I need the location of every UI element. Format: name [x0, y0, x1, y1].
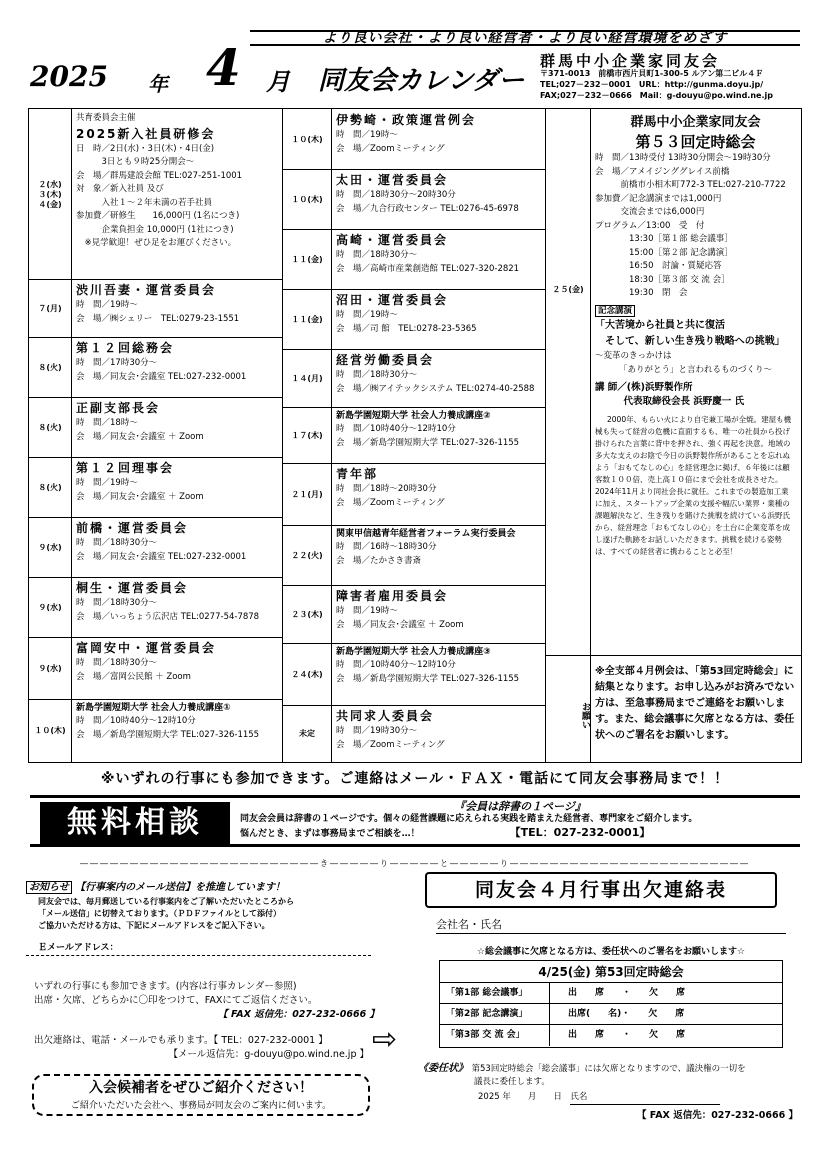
- event-line: 時 間／18時30分～: [336, 250, 418, 260]
- event-line: 時 間／19時～: [76, 300, 138, 310]
- event-title: 沼田・運営委員会: [336, 293, 449, 307]
- event-line: 時 間／18時30分～: [76, 538, 158, 548]
- event-organizer: 共育委員会主催: [76, 113, 136, 123]
- main-event-line: 参加費／記念講演までは1,000円: [595, 193, 722, 204]
- event-title: 高崎・運営委員会: [336, 233, 449, 247]
- attendance-form-title: 同友会４月行事出欠連絡表: [425, 872, 777, 908]
- main-event-line: 18:30［第３部 交 流 会］: [595, 274, 730, 285]
- event-title: 第１２回総務会: [76, 341, 175, 355]
- consult-line-2: 悩んだとき、まずは事務局までご相談を…！: [240, 829, 420, 839]
- event-details: [76, 640, 216, 684]
- event-line: 時 間／19時～: [336, 130, 398, 140]
- company-name-field[interactable]: [436, 916, 786, 934]
- email-label: Ｅメールアドレス：: [38, 943, 119, 953]
- cut-line: ――――――――――――――――――――――――き―――――り―――――と―――――り――――――――――――――――――――――――: [80, 859, 750, 868]
- proxy-label: 《委任状》: [418, 1063, 463, 1074]
- event-title: 渋川吾妻・運営委員会: [76, 283, 217, 297]
- event-line: 時 間／18時30分～: [76, 658, 158, 668]
- event-title: 2025新入社員研修会: [76, 126, 216, 141]
- event-date: １１(金): [291, 315, 323, 324]
- lecture-title-2: そして、新しい生き残り戦略への挑戦」: [595, 336, 785, 347]
- event-title: 第１２回理事会: [76, 461, 175, 475]
- event-details: [336, 112, 476, 156]
- event-date: ９(水): [38, 664, 62, 673]
- event-line: 時 間／18時～: [76, 418, 138, 428]
- event-line: 会 場／新島学園短期大学 TEL:027-326-1155: [76, 729, 260, 740]
- event-line: 会 場／Zoomミーティング: [336, 497, 445, 508]
- main-event-org: 群馬中小企業家同友会: [630, 115, 761, 130]
- event-line: 時 間／18時30分～: [76, 598, 158, 608]
- main-event: [591, 110, 800, 651]
- event-date: １４(月): [291, 374, 323, 383]
- event-date: ２３(木): [291, 610, 323, 619]
- event-date: ２２(火): [291, 551, 323, 560]
- proxy-section: [418, 1062, 798, 1122]
- notice-heading: 【行事案内のメール送信】を推進しています！: [75, 882, 285, 893]
- rsvp-line-2: 出席・欠席、どちらかに〇印をつけて、FAXにてご返信ください。: [34, 995, 318, 1006]
- rsvp-line-1: いずれの行事にも参加できます。(内容は行事カレンダー参照): [34, 981, 297, 992]
- event-line: 時 間／18時30分～20時30分: [336, 190, 456, 200]
- main-event-line: 会 場／アメイジンググレイス前橋: [595, 166, 730, 177]
- event-details: [76, 112, 242, 251]
- event-line: 参加費／研修生 16,000円 (1名につき): [76, 211, 240, 221]
- attendance-row-label: 「第1部 総会議事」: [440, 983, 550, 1003]
- slogan: より良い会社・より良い経営者・より良い経営環境をめざす: [250, 30, 800, 46]
- event-title: 伊勢崎・政策運営例会: [336, 113, 477, 127]
- event-line: 日 時／2日(水)・3日(木)・4日(金): [76, 143, 215, 154]
- org-name: 群馬中小企業家同友会: [540, 52, 721, 70]
- event-line: 会 場／新島学園短期大学 TEL:027-326-1155: [336, 437, 520, 448]
- company-name-label: 会社名・氏名: [436, 918, 502, 931]
- event-line: 会 場／新島学園短期大学 TEL:027-326-1155: [336, 673, 520, 684]
- event-details: [336, 588, 464, 632]
- event-date: ９(水): [38, 603, 62, 612]
- rsvp-fax: 【 FAX 返信先：027-232-0666 】: [218, 1009, 379, 1020]
- event-title: 経営労働委員会: [336, 353, 435, 367]
- proxy-date: 2025 年 月 日: [478, 1092, 562, 1102]
- attendance-rows: [440, 983, 782, 1046]
- speaker-1: 講 師／(株)浜野製作所: [595, 382, 693, 393]
- speaker-2: 代表取締役会長 浜野慶一 氏: [595, 395, 745, 407]
- event-line: 時 間／19時～: [336, 310, 398, 320]
- notice-label: お願い: [580, 701, 590, 729]
- attendance-row-label: 「第2部 記念講演」: [440, 1004, 550, 1024]
- event-line: 時 間／19時30分～: [336, 726, 418, 736]
- main-event-line: 交流会までは6,000円: [595, 207, 705, 217]
- event-date: １０(木): [34, 726, 66, 735]
- attendance-row-choice[interactable]: 出 席 ・ 欠 席: [568, 1030, 686, 1040]
- event-details: [76, 460, 204, 504]
- attendance-row-choice[interactable]: 出席( 名)・ 欠 席: [568, 1009, 685, 1019]
- event-details: [76, 340, 246, 384]
- event-date: ８(火): [38, 483, 62, 492]
- event-date: ８(火): [38, 423, 62, 432]
- event-line: 会 場／同友会･会議室 TEL:027-232-0001: [76, 371, 247, 382]
- event-line: 会 場／同友会･会議室 TEL:027-232-0001: [76, 551, 247, 562]
- event-title: 前橋・運営委員会: [76, 521, 189, 535]
- event-date: １７(木): [291, 431, 323, 440]
- event-line: 会 場／㈱アイテックシステム TEL:0274-40-2588: [336, 383, 535, 394]
- event-line: ※見学歓迎！ぜひ足をお運びください。: [76, 238, 237, 248]
- lecture-label: 記念講演: [595, 305, 635, 317]
- event-date: １１(金): [291, 255, 323, 264]
- main-event-line: 前橋市小相木町772-3 TEL:027-210-7722: [595, 180, 786, 190]
- proxy-line-2: 議長に委任します。: [474, 1077, 550, 1087]
- event-date: ２(水) ３(木) ４(金): [38, 180, 62, 209]
- event-date: 未定: [299, 729, 315, 738]
- page-title: [30, 38, 530, 97]
- free-consult-label: 無料相談: [40, 802, 230, 844]
- event-line: 会 場／高崎市産業創造館 TEL:027-320-2821: [336, 263, 520, 274]
- event-line: 会 場／同友会･会議室 ＋ Zoom: [76, 431, 204, 442]
- title-year: 2025: [30, 60, 108, 93]
- lecture-title-1: 「大苦境から社員と共に復活: [595, 320, 725, 331]
- title-name: 同友会カレンダー: [318, 66, 525, 96]
- lecture-sub-2: 「ありがとう」と言われるものづくり～: [618, 364, 772, 375]
- event-line: 対 象／新入社員 及び: [76, 184, 164, 194]
- event-title: 正副支部長会: [76, 401, 161, 415]
- event-title: 共同求人委員会: [336, 709, 435, 723]
- event-details: [76, 520, 246, 564]
- proxy-fax: 【 FAX 返信先：027-232-0666 】: [637, 1110, 798, 1121]
- event-line: 企業負担金 10,000円 (1社につき): [76, 224, 234, 235]
- org-tel: TEL;027－232－0001 URL：http://gunma.doyu.jp/: [540, 80, 764, 89]
- event-title: 青年部: [336, 467, 379, 481]
- event-line: 会 場／Zoomミーティング: [336, 739, 445, 750]
- event-date: ２４(木): [291, 670, 323, 679]
- event-title: 太田・運営委員会: [336, 173, 449, 187]
- event-date: １０(木): [291, 195, 323, 204]
- consult-line-1: 同友会会員は辞書の１ページです。個々の経営課題に応えられる実践を踏まえた経営者、専門家をご紹介します。: [240, 814, 698, 824]
- event-line: 時 間／10時40分～12時10分: [336, 424, 456, 434]
- event-date: ７(月): [38, 304, 62, 313]
- attendance-table: [439, 960, 783, 1048]
- event-line: 会 場／九合行政センター TEL:0276-45-6978: [336, 203, 519, 214]
- org-fax: FAX;027－232－0666 Mail：g-douyu@po.wind.ne.jp: [540, 91, 773, 100]
- title-month: 4: [206, 38, 241, 97]
- event-title: 新島学園短期大学 社会人力養成講座①: [76, 703, 231, 713]
- event-title: 障害者雇用委員会: [336, 589, 449, 603]
- proxy-name-label: 氏名: [570, 1092, 588, 1102]
- event-title: 新島学園短期大学 社会人力養成講座③: [336, 647, 491, 657]
- rsvp-instructions: [34, 980, 379, 1062]
- event-line: 会 場／Zoomミーティング: [336, 143, 445, 154]
- main-event-line: 時 間／13時受付 13時30分開会～19時30分: [595, 153, 771, 163]
- speaker-profile: 2000年、もらい火により自宅兼工場が全焼。建屋も機械も失って経営の危機に直面するも、唯一の社員から投げ掛けられた言葉に背中を押され、強く再起を決意。地域の多大な支えのお陰で今日の浜野製作所があることを忘れぬよう「おもてなしの心」を経営理念に掲げ、６年後には顧客数１００倍、売上高１０倍にまで会社を成長させた。2024年11月より同社会長に就任。これまでの製造加工業に加え、スタートアップ企業の支援や幅広い業界・業種の課題解決など、生き残りを賭けた挑戦を続けている浜野氏から、経営理念「おもてなしの心」を土台に企業変革を成し遂げた軌跡をお話しいただきます。挑戦を続ける姿勢は、すべての経営者に携わることと必至！: [595, 415, 792, 556]
- org-address: 〒371-0013 前橋市西片貝町1-300-5 ルアン第二ビル４Ｆ: [540, 69, 764, 78]
- main-event-details: [595, 152, 796, 301]
- contact-banner: ※いずれの行事にも参加できます。ご連絡はメール・ＦＡＸ・電話にて同友会事務局まで！！: [100, 771, 730, 787]
- event-date: １０(木): [291, 135, 323, 144]
- event-title: 桐生・運営委員会: [76, 581, 189, 595]
- consult-head: 『会員は辞書の１ページ』: [454, 800, 586, 813]
- event-details: [336, 352, 534, 396]
- event-line: 時 間／10時40分～12時10分: [76, 716, 196, 726]
- col3-date-divider: [545, 108, 591, 763]
- event-date: ２１(月): [291, 490, 323, 499]
- event-title: 富岡安中・運営委員会: [76, 641, 217, 655]
- event-date: ９(水): [38, 543, 62, 552]
- event-line: 時 間／18時30分～: [336, 370, 418, 380]
- event-details: [76, 282, 239, 326]
- notice-line-1: 同友会では、毎月郵送している行事案内をご了解いただいたところから: [38, 897, 294, 906]
- main-event-line: プログラム／13:00 受 付: [595, 220, 705, 231]
- event-line: 会 場／群馬建設会館 TEL:027-251-1001: [76, 170, 243, 181]
- event-details: [76, 702, 259, 742]
- referral-text: ご紹介いただいた会社へ、事務局が同友会のご案内に伺います。: [70, 1101, 332, 1111]
- event-line: 会 場／司 館 TEL:0278-23-5365: [336, 323, 477, 334]
- rsvp-line-3: 出欠連絡は、電話・メールでも承ります。【 TEL：027-232-0001 】: [34, 1035, 328, 1046]
- referral-box: [32, 1074, 370, 1116]
- email-notice: [26, 878, 371, 956]
- event-line: 時 間／19時～: [336, 606, 398, 616]
- event-line: 会 場／㈱シェリー TEL:0279-23-1551: [76, 313, 240, 324]
- event-details: [336, 232, 519, 276]
- notice-tag: お知らせ: [26, 881, 72, 894]
- attendance-row[interactable]: [440, 983, 782, 1004]
- event-line: 入社１～２年未満の若手社員: [76, 197, 213, 208]
- event-line: 会 場／富岡公民館 ＋ Zoom: [76, 671, 191, 682]
- notice-divider: [545, 655, 802, 656]
- title-gatsu: 月: [266, 67, 290, 96]
- proxy-signature-field[interactable]: [570, 1091, 720, 1105]
- attendance-table-head: 4/25(金) 第53回定時総会: [440, 961, 782, 983]
- event-details: [336, 646, 519, 686]
- event-line: 時 間／19時～: [76, 478, 138, 488]
- main-event-date: ２５(金): [552, 285, 584, 294]
- org-contact: [540, 68, 810, 101]
- main-event-title: 第５３回定時総会: [635, 133, 756, 151]
- notice-line-3: ご協力いただける方は、下記にメールアドレスをご記入下さい。: [38, 921, 270, 930]
- notice-text: ※全支部４月例会は、「第53回定時総会」に結集となります。お申し込みがお済みでない方は、至急事務局までご連絡をお願いします。また、総会議事に欠席となる方は、委任状へのご署名をお願いします。: [595, 666, 795, 741]
- event-date: ８(火): [38, 363, 62, 372]
- attendance-row-label: 「第3部 交 流 会」: [440, 1025, 550, 1046]
- event-line: 3日とも９時25分開会～: [76, 157, 195, 167]
- event-line: 時 間／17時30分～: [76, 358, 158, 368]
- proxy-line-1: 第53回定時総会「総会議事」には欠席となりますので、議決権の一切を: [471, 1064, 746, 1074]
- event-line: 時 間／16時～18時30分: [336, 542, 437, 552]
- event-details: [336, 708, 445, 752]
- event-line: 会 場／同友会･会議室 ＋ Zoom: [76, 491, 204, 502]
- event-line: 会 場／同友会･会議室 ＋ Zoom: [336, 619, 464, 630]
- lecture-sub-1: ～変革のきっかけは: [595, 351, 672, 361]
- email-field[interactable]: [26, 940, 371, 956]
- arrow-right-icon: ⇨: [372, 1022, 398, 1057]
- event-details: [76, 580, 259, 624]
- main-event-line: 15:00［第２部 記念講演］: [595, 247, 733, 258]
- event-details: [336, 466, 445, 510]
- main-event-line: 19:30 閉 会: [595, 288, 688, 298]
- event-line: 会 場／いっちょう広沢店 TEL:0277-54-7878: [76, 611, 260, 622]
- event-details: [76, 400, 204, 444]
- event-title: 関東甲信越青年経営者フォーラム実行委員会: [336, 529, 516, 539]
- title-nen: 年: [148, 72, 168, 96]
- event-line: 時 間／18時～20時30分: [336, 484, 437, 494]
- event-details: [336, 410, 519, 450]
- proxy-note: ☆総会議事に欠席となる方は、委任状へのご署名をお願いします☆: [476, 947, 746, 957]
- event-line: 時 間／10時40分～12時10分: [336, 660, 456, 670]
- main-event-line: 16:50 討論・質疑応答: [595, 261, 722, 271]
- free-consult-box: [30, 795, 800, 847]
- consult-tel: 【TEL：027-232-0001】: [509, 826, 651, 839]
- notice-line-2: 「メール送信」に切替えております。（ＰＤＦファイルとして添付）: [38, 909, 282, 918]
- event-title: 新島学園短期大学 社会人力養成講座②: [336, 411, 491, 421]
- rsvp-line-4: 【メール返信先：g-douyu@po.wind.ne.jp 】: [168, 1049, 369, 1060]
- attendance-row[interactable]: [440, 1004, 782, 1025]
- event-details: [336, 528, 515, 568]
- attendance-row-choice[interactable]: 出 席 ・ 欠 席: [568, 988, 686, 998]
- event-details: [336, 172, 519, 216]
- attendance-row[interactable]: [440, 1025, 782, 1046]
- event-details: [336, 292, 477, 336]
- event-line: 会 場／たかさき書斎: [336, 555, 422, 566]
- main-event-line: 13:30［第１部 総会議事］: [595, 234, 733, 244]
- referral-title: 入会候補者をぜひご紹介ください！: [89, 1080, 313, 1096]
